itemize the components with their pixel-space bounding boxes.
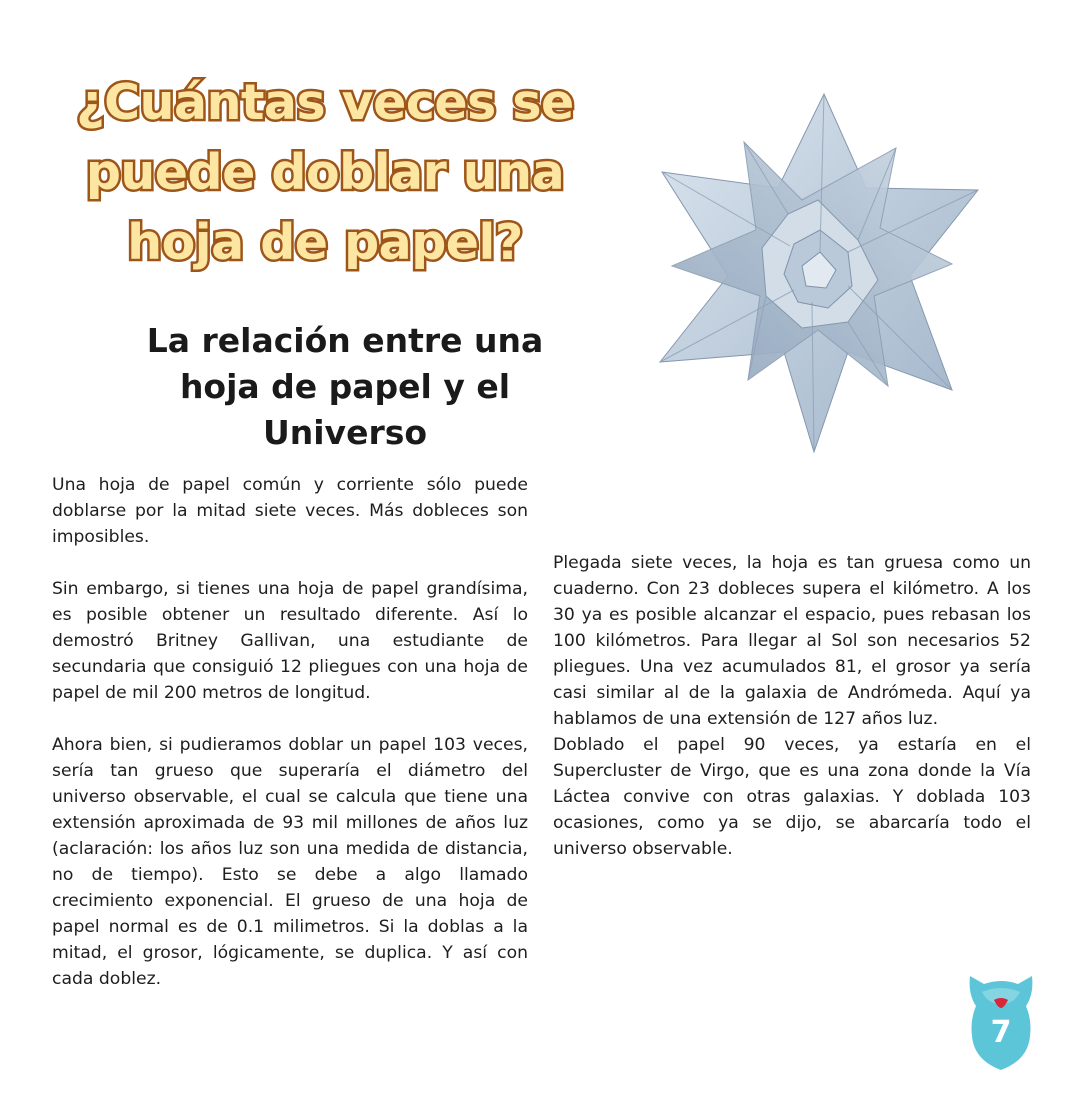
page-subtitle: La relación entre una hoja de papel y el Universo [146, 321, 544, 452]
left-column [52, 472, 528, 992]
page-title: ¿Cuántas veces se puede doblar una hoja de papel? [76, 74, 574, 271]
paragraph: Doblado el papel 90 veces, ya estaría en el Supercluster de Virgo, que es una zona donde la Vía Láctea convive con otras galaxias. Y doblada 103 ocasiones, como ya se dijo, se abarcaría todo el universo observable. [553, 735, 1031, 859]
paragraph: Una hoja de papel común y corriente sólo puede doblarse por la mitad siete veces. Más dobleces son imposibles. [52, 475, 528, 547]
right-column [553, 550, 1031, 862]
page-number: 7 [990, 1015, 1012, 1050]
paragraph: Ahora bien, si pudieramos doblar un papel 103 veces, sería tan grueso que superaría el diámetro del universo observable, el cual se calcula que tiene una extensión aproximada de 93 mil millones de años luz (aclaración: los años luz son una medida de distancia, no de tiempo). Esto se debe a algo llamado crecimiento exponencial. El grueso de una hoja de papel normal es de 0.1 milimetros. Si la doblas a la mitad, el grosor, lógicamente, se duplica. Y así con cada doblez. [52, 735, 528, 989]
paragraph: Plegada siete veces, la hoja es tan gruesa como un cuaderno. Con 23 dobleces supera el kilómetro. A los 30 ya es posible alcanzar el espacio, pues rebasan los 100 kilómetros. Para llegar al Sol son necesarios 52 pliegues. Una vez acumulados 81, el grosor ya sería casi similar al de la galaxia de Andrómeda. Aquí ya hablamos de una extensión de 127 años luz. [553, 553, 1031, 729]
origami-star-icon [652, 90, 984, 456]
paragraph: Sin embargo, si tienes una hoja de papel grandísima, es posible obtener un resultado diferente. Así lo demostró Britney Gallivan, una estudiante de secundaria que consiguió 12 pliegues con una hoja de papel de mil 200 metros de longitud. [52, 579, 528, 703]
